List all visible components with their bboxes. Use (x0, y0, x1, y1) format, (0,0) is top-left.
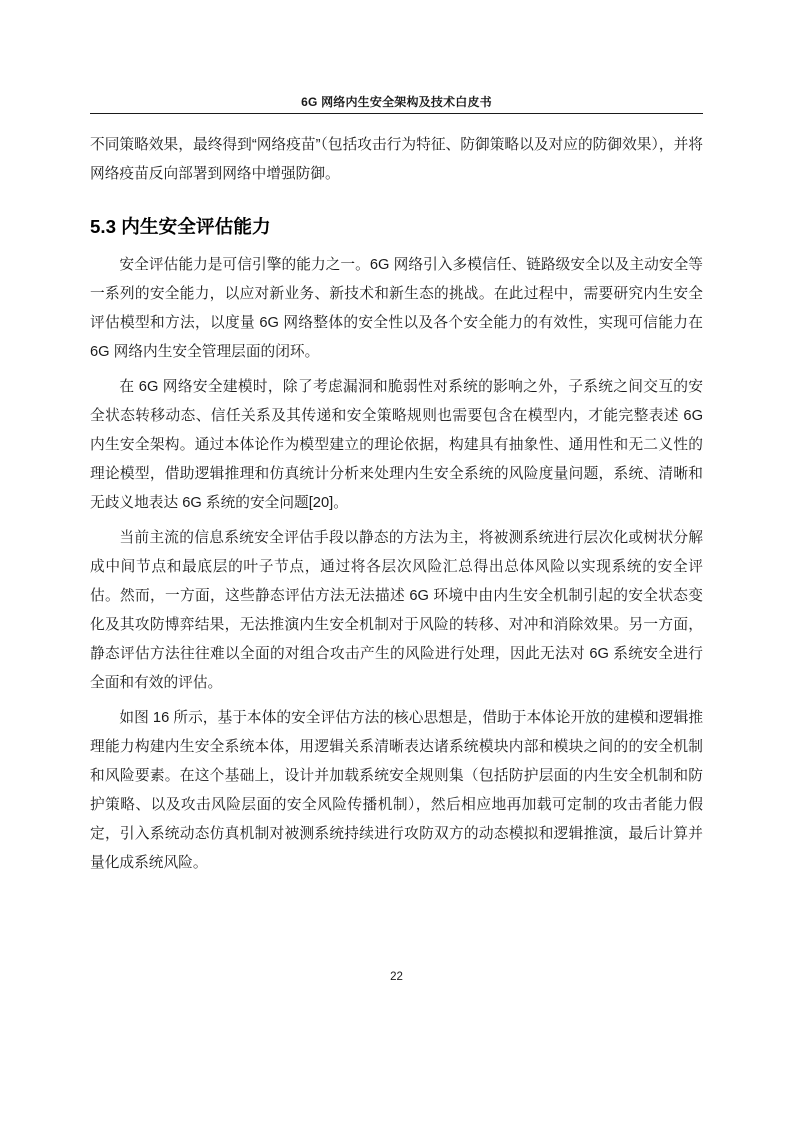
paragraph: 如图 16 所示，基于本体的安全评估方法的核心思想是，借助于本体论开放的建模和逻辑推理能力构建内生安全系统本体，用逻辑关系清晰表达诸系统模块内部和模块之间的的安全机制和风险要素。在这个基础上，设计并加载系统安全规则集（包括防护层面的内生安全机制和防护策略、以及攻击风险层面的安全风险传播机制），然后相应地再加载可定制的攻击者能力假定，引入系统动态仿真机制对被测系统持续进行攻防双方的动态模拟和逻辑推演，最后计算并量化成系统风险。 (90, 710, 703, 871)
paragraph: 安全评估能力是可信引擎的能力之一。6G 网络引入多模信任、链路级安全以及主动安全等一系列的安全能力，以应对新业务、新技术和新生态的挑战。在此过程中，需要研究内生安全评估模型和方法，以度量 6G 网络整体的安全性以及各个安全能力的有效性，实现可信能力在 6G 网络内生安全管理层面的闭环。 (90, 257, 703, 360)
paragraph: 当前主流的信息系统安全评估手段以静态的方法为主，将被测系统进行层次化或树状分解成中间节点和最底层的叶子节点，通过将各层次风险汇总得出总体风险以实现系统的安全评估。然而，一方面，这些静态评估方法无法描述 6G 环境中由内生安全机制引起的安全状态变化及其攻防博弈结果，无法推演内生安全机制对于风险的转移、对冲和消除效果。另一方面，静态评估方法往往难以全面的对组合攻击产生的风险进行处理，因此无法对 6G 系统安全进行全面和有效的评估。 (90, 530, 703, 691)
page-number: 22 (390, 971, 403, 983)
header-rule (90, 113, 703, 114)
page-header (90, 95, 703, 114)
document-body (90, 131, 703, 878)
section-heading: 5.3 内生安全评估能力 (90, 216, 271, 237)
header-title: 6G 网络内生安全架构及技术白皮书 (301, 95, 492, 109)
paragraph: 在 6G 网络安全建模时，除了考虑漏洞和脆弱性对系统的影响之外，子系统之间交互的安全状态转移动态、信任关系及其传递和安全策略规则也需要包含在模型内，才能完整表述 6G 内生安全架构。通过本体论作为模型建立的理论依据，构建具有抽象性、通用性和无二义性的理论模型，借助逻辑推理和仿真统计分析来处理内生安全系统的风险度量问题，系统、清晰和无歧义地表达 6G 系统的安全问题[20]。 (90, 379, 703, 511)
paragraph-continuation: 不同策略效果，最终得到“网络疫苗”（包括攻击行为特征、防御策略以及对应的防御效果），并将网络疫苗反向部署到网络中增强防御。 (90, 137, 703, 182)
page-content-area (0, 95, 793, 983)
